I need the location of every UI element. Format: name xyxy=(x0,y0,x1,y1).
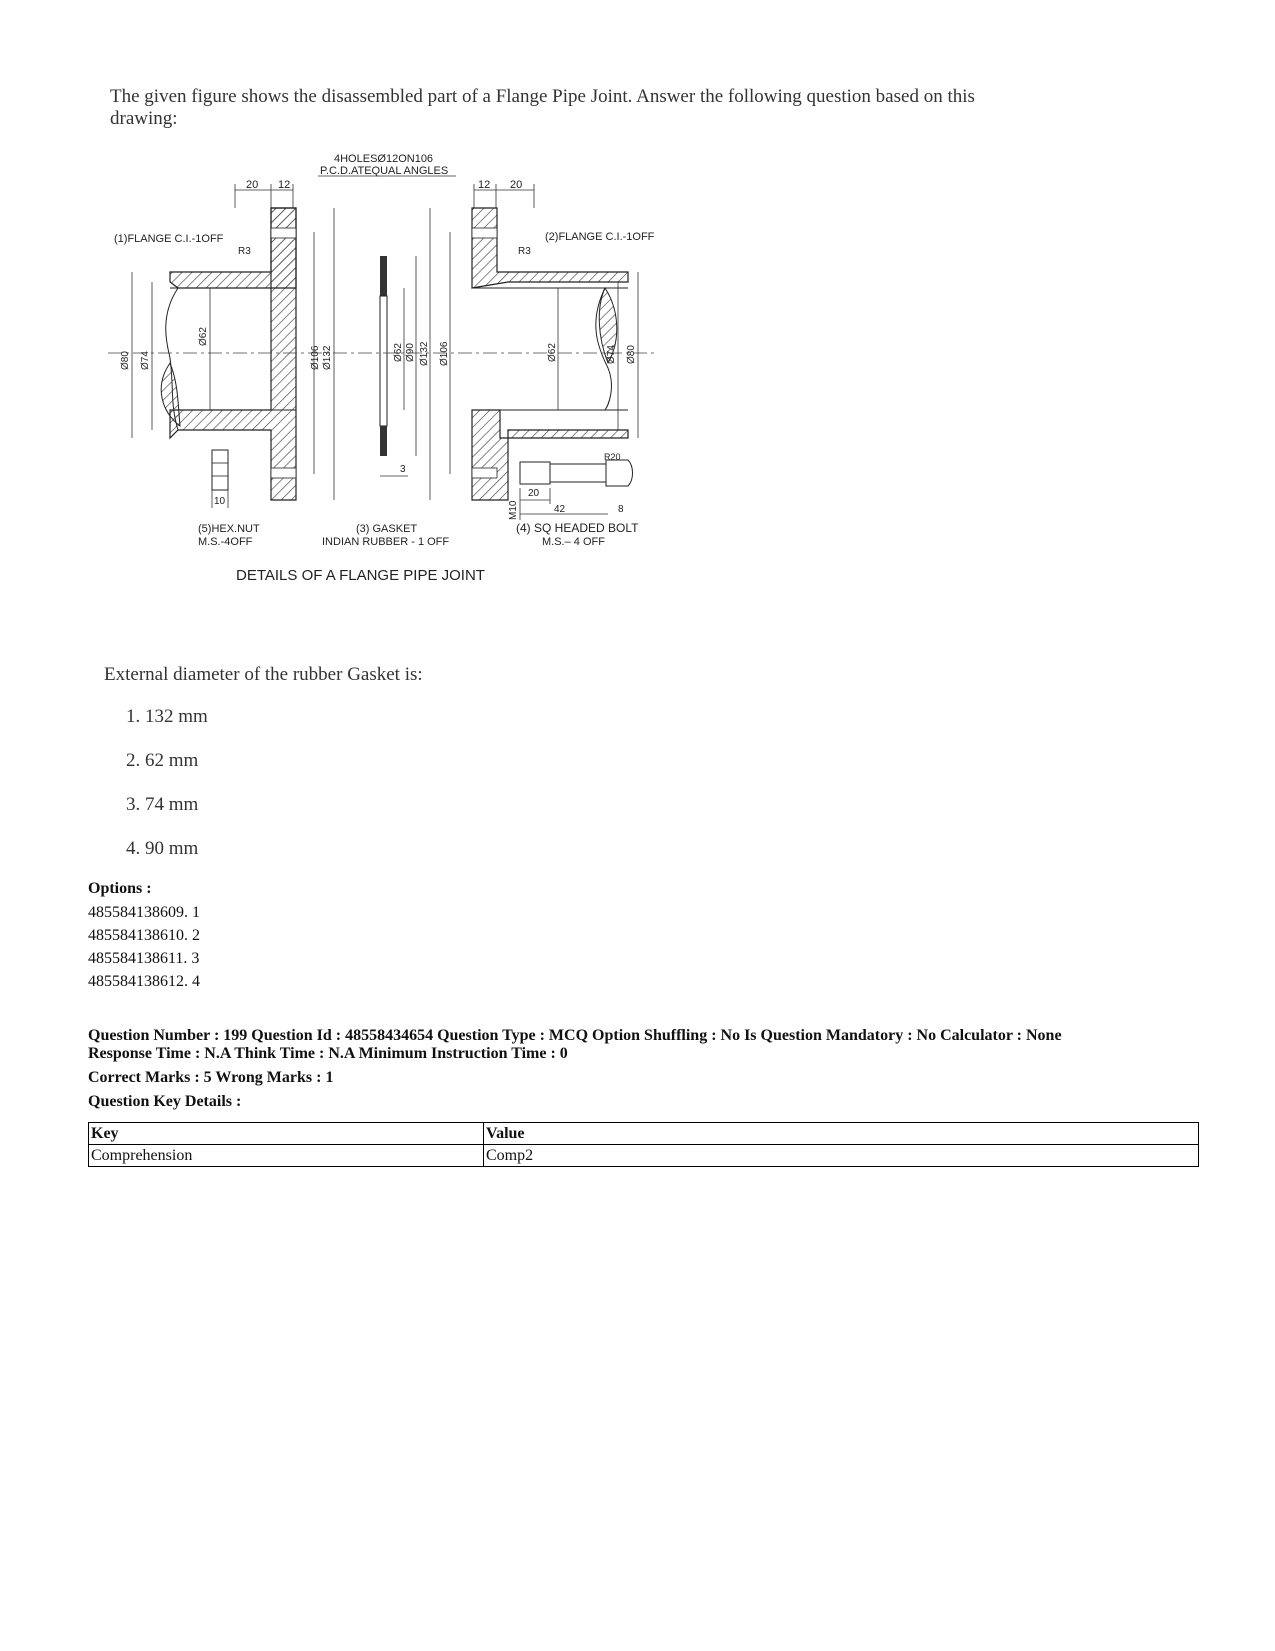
options-title: Options : xyxy=(88,880,152,897)
dim-20-right: 20 xyxy=(510,179,523,191)
dim-3: 3 xyxy=(400,464,406,475)
d74-left: Ø74 xyxy=(140,351,151,370)
dim-20-left: 20 xyxy=(246,179,259,191)
table-row xyxy=(89,1145,1199,1167)
d106-gasket: Ø106 xyxy=(439,341,450,366)
drawing-svg xyxy=(108,148,708,618)
d80-right: Ø80 xyxy=(626,345,637,364)
d132-left: Ø132 xyxy=(322,345,333,370)
table-cell-key: Comprehension xyxy=(89,1145,484,1167)
answer-2: 2. 62 mm xyxy=(126,750,199,771)
d90-gasket: Ø90 xyxy=(405,343,416,362)
dim-10: 10 xyxy=(214,496,226,507)
d106-left: Ø106 xyxy=(310,345,321,370)
m10-label: M10 xyxy=(508,500,519,520)
option-3: 485584138611. 3 xyxy=(88,950,200,967)
dim-20-bolt: 20 xyxy=(528,488,540,499)
option-1: 485584138609. 1 xyxy=(88,904,200,921)
d62-left: Ø62 xyxy=(198,327,209,346)
r20-label: R20 xyxy=(604,452,621,462)
d62-right: Ø62 xyxy=(547,343,558,362)
flange-joint-drawing xyxy=(108,148,708,618)
table-cell-value: Comp2 xyxy=(484,1145,1199,1167)
bolt-label-2: M.S.– 4 OFF xyxy=(542,536,605,548)
flange-2-label: (2)FLANGE C.I.-1OFF xyxy=(545,231,655,243)
intro-text: The given figure shows the disassembled part of a Flange Pipe Joint. Answer the following question based on this drawing: xyxy=(110,86,975,129)
answer-3: 3. 74 mm xyxy=(126,794,199,815)
dim-12-right: 12 xyxy=(478,179,491,191)
option-4: 485584138612. 4 xyxy=(88,973,200,990)
marks-line: Correct Marks : 5 Wrong Marks : 1 xyxy=(88,1069,334,1086)
question-meta-line-1: Question Number : 199 Question Id : 48558434654 Question Type : MCQ Option Shuffling : No Is Question Mandatory : No Calculator : None xyxy=(88,1027,1062,1044)
gasket-label-1: (3) GASKET xyxy=(356,523,418,535)
key-details-title: Question Key Details : xyxy=(88,1093,242,1110)
dim-12-left: 12 xyxy=(278,179,291,191)
dim-8: 8 xyxy=(618,504,624,515)
flange-1-label: (1)FLANGE C.I.-1OFF xyxy=(114,233,224,245)
d132-gasket: Ø132 xyxy=(419,341,430,366)
option-2: 485584138610. 2 xyxy=(88,927,200,944)
bolt-label-1: (4) SQ HEADED BOLT xyxy=(516,521,639,535)
hex-nut-label-2: M.S.-4OFF xyxy=(198,536,253,548)
table-header-value: Value xyxy=(484,1123,1199,1145)
answer-4: 4. 90 mm xyxy=(126,838,199,859)
table-header-key: Key xyxy=(89,1123,484,1145)
table-header-row xyxy=(89,1123,1199,1145)
key-details-table xyxy=(88,1122,1199,1167)
d62-gasket: Ø62 xyxy=(393,343,404,362)
r3-left: R3 xyxy=(238,246,251,257)
answer-1: 1. 132 mm xyxy=(126,706,208,727)
question-meta-line-2: Response Time : N.A Think Time : N.A Minimum Instruction Time : 0 xyxy=(88,1045,568,1062)
d80-left: Ø80 xyxy=(120,351,131,370)
d74-right: Ø74 xyxy=(606,345,617,364)
hex-nut-label-1: (5)HEX.NUT xyxy=(198,523,260,535)
r3-right: R3 xyxy=(518,246,531,257)
gasket-label-2: INDIAN RUBBER - 1 OFF xyxy=(322,536,450,548)
holes-note-1: 4HOLESØ12ON106 xyxy=(334,153,434,165)
figure-title: DETAILS OF A FLANGE PIPE JOINT xyxy=(236,567,485,584)
question-text: External diameter of the rubber Gasket is: xyxy=(104,664,423,685)
dim-42: 42 xyxy=(554,504,566,515)
holes-note-2: P.C.D.ATEQUAL ANGLES xyxy=(320,165,449,177)
